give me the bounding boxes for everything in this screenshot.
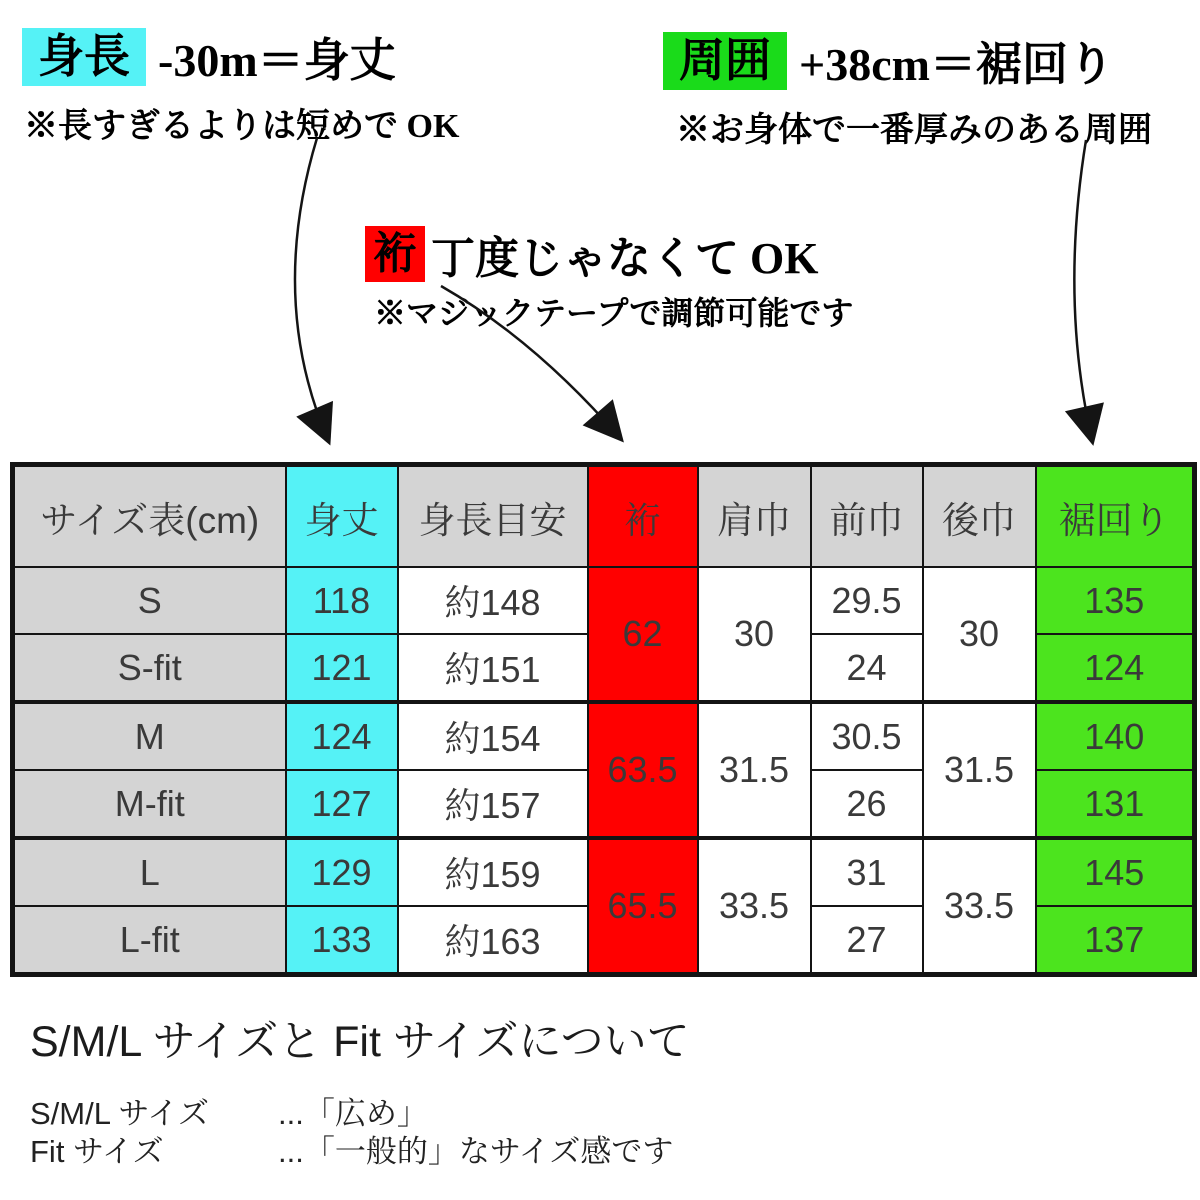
table-cell: 124 — [286, 702, 398, 770]
table-cell: 131 — [1036, 770, 1195, 838]
header-yuki: 裄 — [588, 465, 698, 568]
table-cell: 63.5 — [588, 702, 698, 838]
table-cell: 65.5 — [588, 838, 698, 975]
size-table-header-row — [13, 465, 1195, 568]
sleeve-note: ※マジックテープで調節可能です — [374, 295, 854, 331]
header-size-label: サイズ表(cm) — [13, 465, 286, 568]
annotation-girth — [663, 28, 1114, 94]
table-cell: 約154 — [398, 702, 588, 770]
table-cell: 31.5 — [698, 702, 811, 838]
table-cell: 33.5 — [698, 838, 811, 975]
table-cell: 24 — [811, 634, 923, 702]
girth-note: ※お身体で一番厚みのある周囲 — [676, 112, 1152, 149]
footer-line-fit-desc: ...「一般的」なサイズ感です — [278, 1134, 674, 1169]
table-cell: 121 — [286, 634, 398, 702]
height-badge: 身長 — [22, 28, 146, 87]
table-cell: 127 — [286, 770, 398, 838]
table-cell: 62 — [588, 567, 698, 702]
table-cell: 140 — [1036, 702, 1195, 770]
footer-line-sml-label: S/M/L サイズ — [30, 1096, 209, 1131]
table-cell: 31.5 — [923, 702, 1036, 838]
table-cell: S-fit — [13, 634, 286, 702]
table-cell: 30 — [923, 567, 1036, 702]
sleeve-badge: 裄 — [365, 226, 425, 282]
arrow-girth-to-susomawari-icon — [1074, 140, 1092, 440]
table-cell: 30 — [698, 567, 811, 702]
table-cell: M — [13, 702, 286, 770]
header-height-guide: 身長目安 — [398, 465, 588, 568]
footer-line-sml-desc: ...「広め」 — [278, 1096, 428, 1131]
header-susomawari: 裾回り — [1036, 465, 1195, 568]
footer-line-fit-label: Fit サイズ — [30, 1134, 164, 1169]
size-table — [10, 462, 1197, 977]
header-katahaba: 肩巾 — [698, 465, 811, 568]
table-cell: 29.5 — [811, 567, 923, 634]
annotation-sleeve — [365, 222, 818, 286]
height-note: ※長すぎるよりは短めで OK — [24, 108, 460, 145]
header-mitake: 身丈 — [286, 465, 398, 568]
table-row — [13, 702, 1195, 770]
table-row — [13, 838, 1195, 906]
table-cell: 約159 — [398, 838, 588, 906]
annotation-height — [22, 24, 396, 90]
header-maehaba: 前巾 — [811, 465, 923, 568]
header-ushirohaba: 後巾 — [923, 465, 1036, 568]
table-cell: M-fit — [13, 770, 286, 838]
table-cell: 145 — [1036, 838, 1195, 906]
table-cell: L-fit — [13, 906, 286, 975]
table-cell: 約163 — [398, 906, 588, 975]
arrow-height-to-mitake-icon — [295, 138, 328, 440]
girth-badge: 周囲 — [663, 32, 787, 91]
table-cell: 約157 — [398, 770, 588, 838]
table-cell: 124 — [1036, 634, 1195, 702]
footer-line-fit — [30, 1126, 673, 1171]
table-cell: 約148 — [398, 567, 588, 634]
footer-title: S/M/L サイズと Fit サイズについて — [30, 1018, 690, 1066]
table-cell: 30.5 — [811, 702, 923, 770]
table-row — [13, 567, 1195, 634]
girth-formula: +38cm＝裾回り — [799, 39, 1114, 90]
sleeve-formula: 丁度じゃなくて OK — [431, 234, 819, 283]
table-cell: 137 — [1036, 906, 1195, 975]
table-cell: 26 — [811, 770, 923, 838]
table-cell: 27 — [811, 906, 923, 975]
table-cell: 118 — [286, 567, 398, 634]
height-formula: -30m＝身丈 — [158, 35, 396, 86]
table-cell: 135 — [1036, 567, 1195, 634]
table-cell: 33.5 — [923, 838, 1036, 975]
table-cell: 31 — [811, 838, 923, 906]
table-cell: 約151 — [398, 634, 588, 702]
table-cell: 129 — [286, 838, 398, 906]
table-cell: S — [13, 567, 286, 634]
table-cell: L — [13, 838, 286, 906]
table-cell: 133 — [286, 906, 398, 975]
